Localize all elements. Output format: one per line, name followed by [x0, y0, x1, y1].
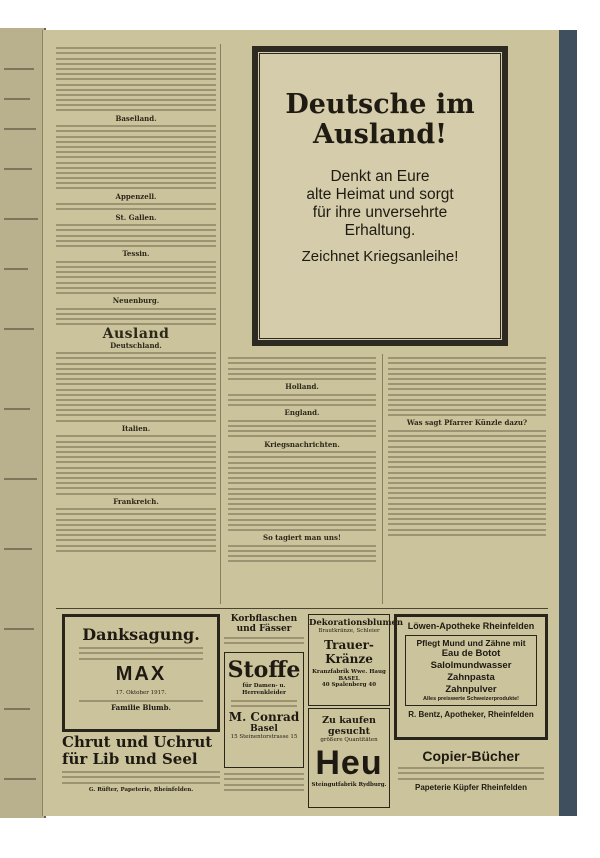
apotheke-product: Eau de Botot	[441, 648, 501, 659]
heading-baselland: Baselland.	[115, 113, 157, 123]
apotheke-title: Löwen-Apotheke Rheinfelden	[407, 621, 535, 631]
ad-dekorationsblumen	[308, 614, 404, 706]
war-loan-panel	[257, 51, 503, 341]
apotheke-product: Zahnpasta	[447, 672, 495, 683]
deko-city: BASEL	[338, 675, 360, 682]
ad-small-text	[224, 770, 304, 808]
heading-pfarrer-kuenzle: Was sagt Pfarrer Künzle dazu?	[406, 418, 528, 428]
thanks-family: Familie Blumb.	[111, 702, 171, 712]
heading-england: England.	[284, 408, 320, 418]
heading-appenzell: Appenzell.	[115, 191, 157, 201]
stoffe-company: M. Conrad	[228, 710, 300, 725]
apotheke-tagline: Alles preiswerte Schweizerprodukte!	[423, 696, 519, 702]
ad-copier-buecher	[394, 744, 548, 808]
middle-column	[228, 354, 376, 604]
ad-chrut-und-uchrut	[62, 734, 220, 808]
stoffe-city: Basel	[250, 724, 278, 735]
deko-shop: Kranzfabrik Wwe. Haug	[312, 668, 386, 675]
heading-italien: Italien.	[121, 423, 151, 433]
loan-headline: Deutsche im Ausland!	[285, 89, 475, 150]
heading-neuenburg: Neuenburg.	[112, 296, 160, 306]
copier-title: Copier-Bücher	[422, 748, 520, 764]
ad-korbflaschen	[224, 614, 304, 650]
heu-company: Steingutfabrik Rydburg.	[311, 781, 387, 788]
heading-frankreich: Frankreich.	[113, 496, 159, 506]
apotheke-owner: R. Bentz, Apotheker, Rheinfelden	[408, 709, 534, 719]
fassli-title: Korbflaschen und Fässer	[230, 614, 298, 634]
apotheke-lead: Pflegt Mund und Zähne mit	[416, 638, 526, 648]
right-column	[388, 354, 546, 604]
chrut-title: Chrut und Uchrut für Lib und Seel	[62, 733, 213, 768]
deko-kranz: Trauer-Kränze	[324, 637, 374, 666]
deko-address: 40 Spalenberg 40	[321, 682, 377, 689]
deko-line: Brautkränze, Schleier	[318, 628, 380, 634]
loan-line: für ihre unversehrte	[312, 204, 448, 221]
copier-seller: Papeterie Küpfer Rheinfelden	[414, 782, 528, 792]
ad-heu	[308, 708, 390, 808]
thanks-date: 17. Oktober 1917.	[115, 689, 167, 696]
column-rule	[382, 354, 383, 604]
thanks-name: MAX	[115, 662, 167, 685]
heading-so-tagiert: So tagiert man uns!	[263, 533, 341, 543]
ausland-title: Ausland	[102, 326, 170, 343]
loan-line: Denkt an Eure	[330, 168, 430, 185]
heu-lead: Zu kaufen gesucht	[322, 715, 376, 737]
loan-line: alte Heimat und sorgt	[306, 186, 454, 203]
stoffe-title: Stoffe	[227, 657, 301, 683]
thanks-title: Danksagung.	[82, 625, 200, 644]
heu-title: Heu	[315, 743, 383, 782]
heading-tessin: Tessin.	[122, 249, 150, 259]
war-loan-advertisement	[252, 46, 508, 346]
ad-loewen-apotheke	[394, 614, 548, 740]
ads-divider	[56, 608, 548, 609]
chrut-seller: G. Rüfter, Papeterie, Rheinfelden.	[88, 786, 194, 793]
loan-call-to-action: Zeichnet Kriegsanleihe!	[301, 248, 459, 265]
loan-line: Erhaltung.	[344, 222, 416, 239]
column-rule	[220, 44, 221, 604]
deko-title: Dekorationsblumen	[309, 618, 404, 628]
heading-holland: Holland.	[285, 382, 319, 392]
ad-danksagung	[62, 614, 220, 732]
heu-sub: größere Quantitäten	[320, 737, 378, 743]
stoffe-address: 15 Steinentorstrasse 15	[230, 734, 298, 741]
heading-kriegsnachrichten: Kriegsnachrichten.	[264, 439, 340, 449]
book-binding	[557, 30, 577, 816]
loan-body	[260, 168, 500, 240]
heading-st-gallen: St. Gallen.	[115, 212, 157, 222]
apotheke-product: Salolmundwasser	[430, 660, 512, 671]
ad-stoffe	[224, 652, 304, 768]
adjacent-page-edge	[0, 28, 46, 818]
stoffe-sub: für Damen- u. Herrenkleider	[242, 683, 286, 696]
apotheke-product: Zahnpulver	[445, 684, 497, 695]
left-column	[56, 44, 216, 584]
heading-deutschland: Deutschland.	[110, 340, 162, 350]
